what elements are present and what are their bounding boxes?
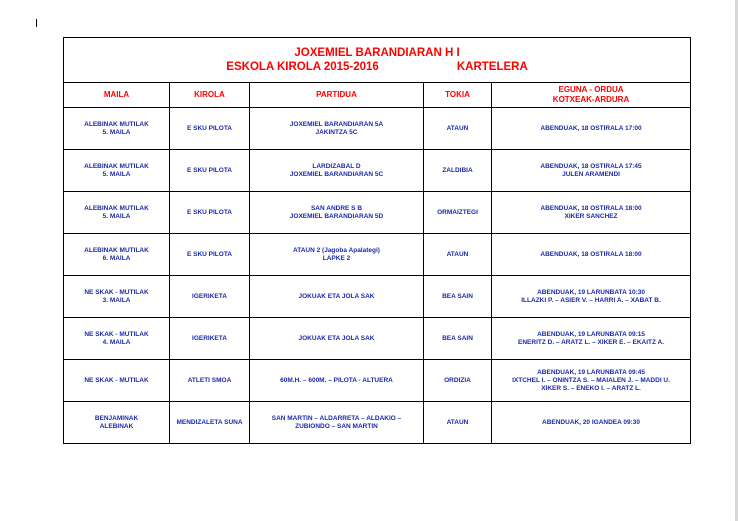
cell-partidua-line: JOKUAK ETA JOLA SAK [298, 334, 375, 342]
cell-kirola-line: E SKU PILOTA [186, 166, 233, 174]
header-eguna-line1: EGUNA - ORDUA [558, 85, 624, 94]
cell-tokia-line: ATAUN [446, 250, 469, 258]
cell-maila-line: ALEBINAK MUTILAK [84, 162, 149, 170]
table-row [64, 318, 691, 360]
header-eguna [492, 83, 691, 108]
cell-eguna-line: ABENDUAK, 18 OSTIRALA 18:00 [540, 204, 642, 212]
header-tokia: TOKIA [424, 83, 492, 108]
cell-partidua-line: SAN ANDRE S B [310, 204, 363, 212]
header-partidua: PARTIDUA [250, 83, 424, 108]
cell-maila-line: 6. MAILA [102, 254, 131, 262]
cell-eguna [492, 234, 691, 276]
cell-maila-line: NE SKAK - MUTILAK [84, 288, 149, 296]
text-cursor [36, 19, 37, 27]
cell-kirola-line: E SKU PILOTA [186, 124, 233, 132]
table-row [64, 108, 691, 150]
cell-maila-line: ALEBINAK MUTILAK [84, 120, 149, 128]
cell-partidua-line: ATAUN 2 (Jagoba Apalategi) [293, 246, 380, 254]
cell-tokia [424, 360, 492, 402]
cell-maila [64, 234, 170, 276]
cell-eguna-line: ABENDUAK, 18 OSTIRALA 17:00 [540, 124, 642, 132]
cell-maila [64, 402, 170, 444]
cell-tokia-line: BEA SAIN [442, 292, 473, 300]
cell-partidua [250, 360, 424, 402]
table-row [64, 402, 691, 444]
cell-eguna-line: ABENDUAK, 18 OSTIRALA 17:45 [540, 162, 642, 170]
cell-partidua [250, 108, 424, 150]
cell-eguna [492, 108, 691, 150]
header-kirola: KIROLA [170, 83, 250, 108]
cell-eguna-line: ABENDUAK, 19 LARUNBATA 09:15 [537, 330, 645, 338]
cell-maila [64, 360, 170, 402]
cell-partidua-line: JOXEMIEL BARANDIARAN 5D [289, 212, 384, 220]
cell-maila-line: 5. MAILA [102, 212, 131, 220]
cell-kirola [170, 318, 250, 360]
cell-eguna-line: ILLAZKI P. – ASIER V. – HARRI A. – XABAT B. [521, 296, 661, 304]
cell-kirola [170, 108, 250, 150]
table-row [64, 192, 691, 234]
cell-kirola-line: MENDIZALETA SUNA [176, 418, 243, 426]
cell-maila-line: 3. MAILA [102, 296, 131, 304]
header-maila: MAILA [64, 83, 170, 108]
school-title: JOXEMIEL BARANDIARAN H I [294, 47, 460, 59]
cell-eguna-line: IXTCHEL I. – ONINTZA S. – MAIALEN J. – MADDI U. [512, 376, 670, 384]
cell-partidua-line: JAKINTZA 5C [315, 128, 358, 136]
cell-maila [64, 108, 170, 150]
cell-kirola-line: IGERIKETA [192, 292, 227, 300]
cell-kirola-line: E SKU PILOTA [186, 208, 233, 216]
table-row [64, 360, 691, 402]
cell-tokia [424, 276, 492, 318]
cell-partidua [250, 318, 424, 360]
cell-tokia [424, 108, 492, 150]
cell-tokia-line: ATAUN [446, 418, 469, 426]
header-eguna-line2: KOTXEAK-ARDURA [552, 95, 630, 104]
cell-partidua-line: LAPKE 2 [322, 254, 351, 262]
cell-maila [64, 192, 170, 234]
cell-partidua-line: ZUBIONDO – SAN MARTIN [295, 422, 378, 430]
cell-maila-line: NE SKAK - MUTILAK [84, 330, 149, 338]
cell-tokia-line: ZALDIBIA [442, 166, 473, 174]
cell-kirola [170, 360, 250, 402]
cell-tokia [424, 402, 492, 444]
cell-partidua [250, 150, 424, 192]
cell-eguna [492, 192, 691, 234]
cell-eguna [492, 318, 691, 360]
cell-eguna-line: XIKER SANCHEZ [564, 212, 618, 220]
table-row [64, 234, 691, 276]
cell-tokia [424, 192, 492, 234]
cell-eguna [492, 360, 691, 402]
cell-kirola [170, 150, 250, 192]
cell-eguna-line: ABENDUAK, 19 LARUNBATA 09:45 [537, 368, 645, 376]
cell-tokia [424, 318, 492, 360]
cell-partidua-line: 60M.H. – 600M. – PILOTA - ALTUERA [280, 376, 393, 384]
header-row [64, 83, 691, 108]
cell-partidua-line: JOXEMIEL BARANDIARAN 5A [289, 120, 384, 128]
cell-maila-line: NE SKAK - MUTILAK [84, 376, 149, 384]
cell-partidua [250, 192, 424, 234]
kartelera-title: KARTELERA [456, 61, 528, 73]
cell-eguna-line: XIKER S. – ENEKO I. – ARATZ L. [541, 384, 641, 392]
cell-kirola [170, 402, 250, 444]
cell-maila-line: ALEBINAK MUTILAK [84, 204, 149, 212]
cell-eguna [492, 276, 691, 318]
cell-eguna [492, 150, 691, 192]
subtitle-line [66, 60, 688, 74]
cell-maila-line: 4. MAILA [102, 338, 131, 346]
cell-kirola-line: ATLETI SMOA [187, 376, 232, 384]
cell-partidua-line: LARDIZABAL D [312, 162, 361, 170]
cell-partidua [250, 234, 424, 276]
cell-tokia-line: ORMAIZTEGI [437, 208, 478, 216]
cell-kirola [170, 234, 250, 276]
cell-maila-line: 5. MAILA [102, 128, 131, 136]
table-row [64, 276, 691, 318]
cell-partidua-line: SAN MARTIN – ALDARRETA – ALDAKIO – [271, 414, 402, 422]
cell-partidua-line: JOXEMIEL BARANDIARAN 5C [289, 170, 384, 178]
cell-maila [64, 276, 170, 318]
cell-maila-line: ALEBINAK [99, 422, 134, 430]
cell-eguna [492, 402, 691, 444]
cell-eguna-line: ABENDUAK, 19 LARUNBATA 10:30 [537, 288, 645, 296]
cell-maila-line: 5. MAILA [102, 170, 131, 178]
cell-kirola-line: IGERIKETA [192, 334, 227, 342]
cell-partidua [250, 402, 424, 444]
cell-kirola [170, 192, 250, 234]
cell-partidua-line: JOKUAK ETA JOLA SAK [298, 292, 375, 300]
cell-maila [64, 150, 170, 192]
cell-eguna-line: JULEN ARAMENDI [562, 170, 620, 178]
table-row [64, 150, 691, 192]
cell-maila [64, 318, 170, 360]
title-cell [64, 38, 691, 83]
cell-eguna-line: ENERITZ D. – ARATZ L. – XIKER E. – EKAITZ A. [518, 338, 665, 346]
cell-partidua [250, 276, 424, 318]
cell-tokia-line: ATAUN [446, 124, 469, 132]
cell-tokia-line: ORDIZIA [444, 376, 471, 384]
cell-eguna-line: ABENDUAK, 18 OSTIRALA 18:00 [540, 250, 642, 258]
season-title: ESKOLA KIROLA 2015-2016 [226, 61, 379, 73]
cell-maila-line: BENJAMINAK [94, 414, 139, 422]
cell-eguna-line: ABENDUAK, 20 IGANDEA 09:30 [542, 418, 641, 426]
schedule-table [63, 37, 691, 444]
cell-maila-line: ALEBINAK MUTILAK [84, 246, 149, 254]
cell-tokia-line: BEA SAIN [442, 334, 473, 342]
cell-tokia [424, 234, 492, 276]
cell-tokia [424, 150, 492, 192]
cell-kirola [170, 276, 250, 318]
cell-kirola-line: E SKU PILOTA [186, 250, 233, 258]
